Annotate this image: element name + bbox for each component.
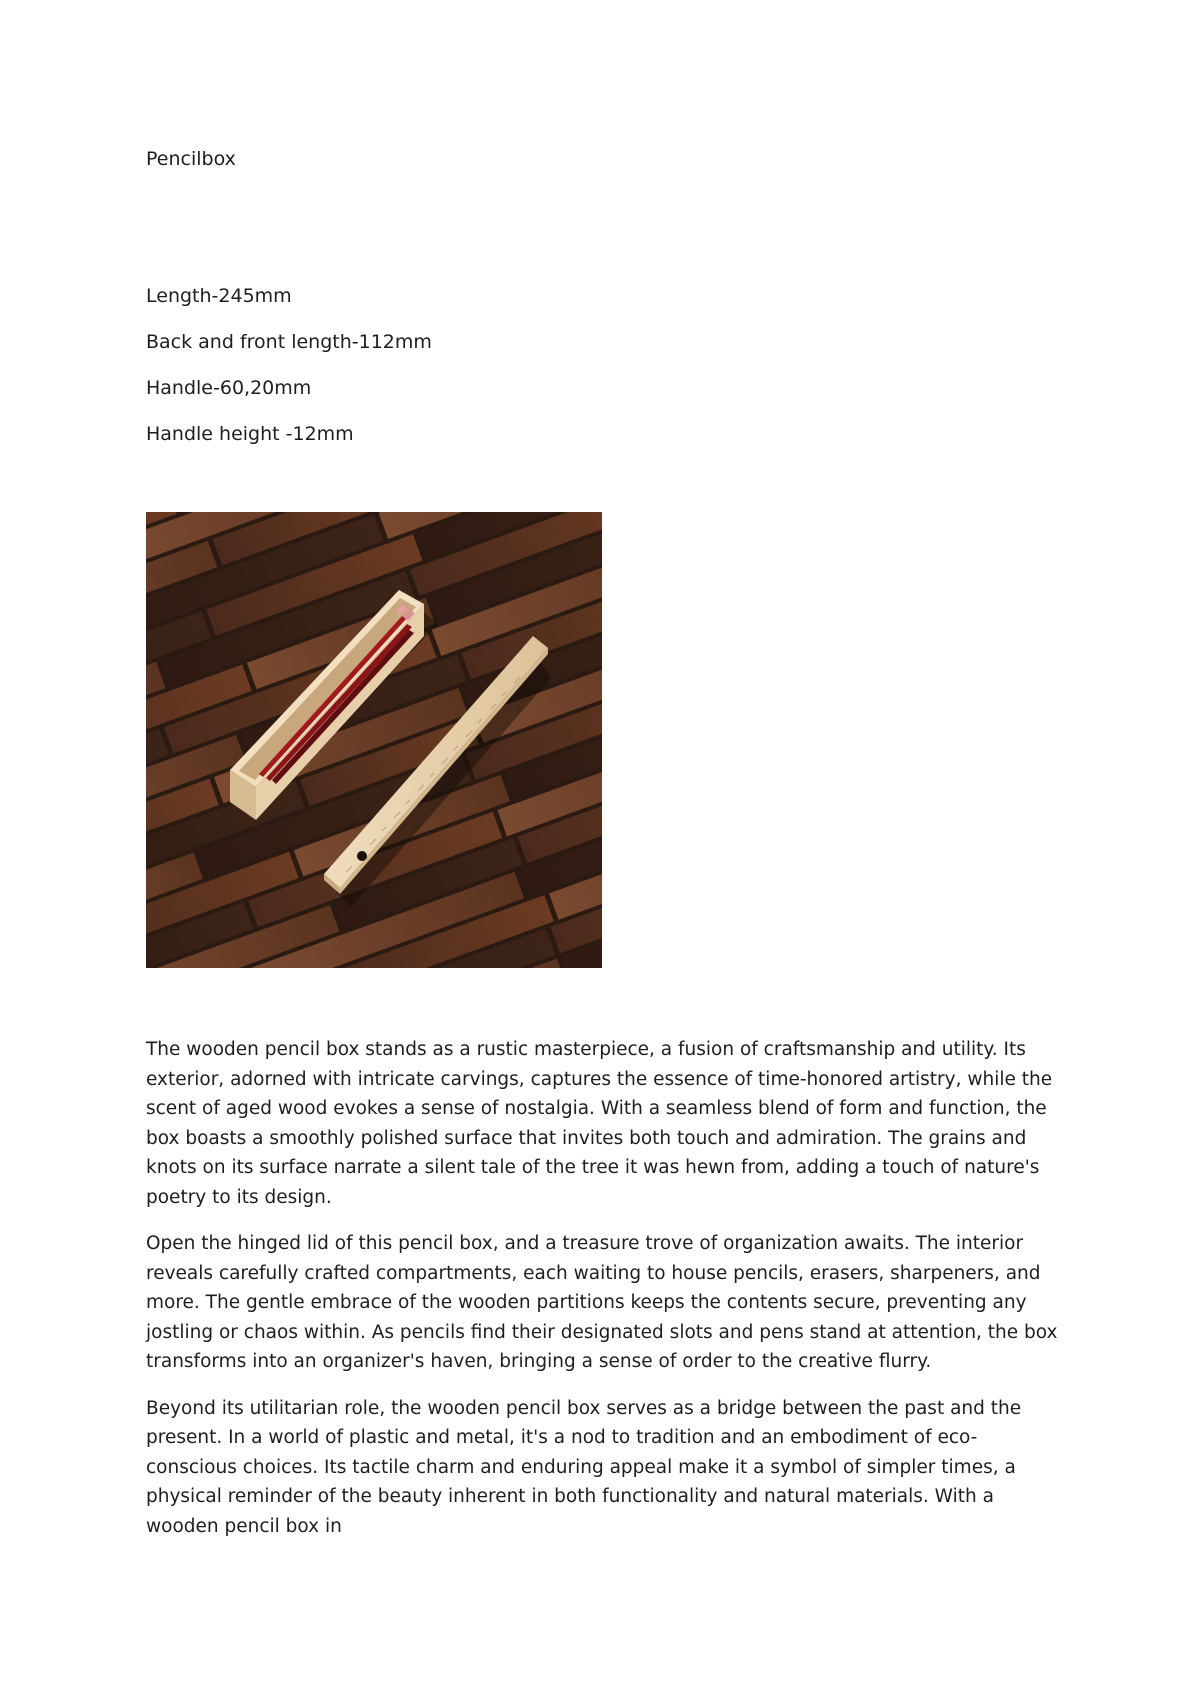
pencil-box-photo bbox=[146, 512, 602, 968]
spec-length: Length-245mm bbox=[146, 285, 292, 307]
spec-back-front-length: Back and front length-112mm bbox=[146, 331, 432, 353]
spec-handle-height: Handle height -12mm bbox=[146, 423, 354, 445]
paragraph-2: Open the hinged lid of this pencil box, and a treasure trove of organization awaits. The interior reveals carefully crafted compartments, each waiting to house pencils, erasers, sharpeners, and more. The gentle embrace of the wooden partitions keeps the contents secure, preventing any jostling or chaos within. As pencils find their designated slots and pens stand at attention, the box transforms into an organizer's haven, bringing a sense of order to the creative flurry. bbox=[146, 1233, 1058, 1372]
paragraph-1: The wooden pencil box stands as a rustic masterpiece, a fusion of craftsmanship and utility. Its exterior, adorned with intricate carvings, captures the essence of time-honored artistry, while the scent of aged wood evokes a sense of nostalgia. With a seamless blend of form and function, the box boasts a smoothly polished surface that invites both touch and admiration. The grains and knots on its surface narrate a silent tale of the tree it was hewn from, adding a touch of nature's poetry to its design. bbox=[146, 1039, 1053, 1208]
product-photo bbox=[146, 512, 602, 968]
spec-list bbox=[146, 284, 432, 468]
paragraph-3: Beyond its utilitarian role, the wooden pencil box serves as a bridge between the past and the present. In a world of plastic and metal, it's a nod to tradition and an embodiment of eco-conscious choices. Its tactile charm and enduring appeal make it a symbol of simpler times, a physical reminder of the beauty inherent in both functionality and natural materials. With a wooden pencil box in bbox=[146, 1397, 1022, 1537]
spec-handle: Handle-60,20mm bbox=[146, 377, 312, 399]
body-text bbox=[146, 1035, 1066, 1558]
page-title: Pencilbox bbox=[146, 148, 236, 170]
